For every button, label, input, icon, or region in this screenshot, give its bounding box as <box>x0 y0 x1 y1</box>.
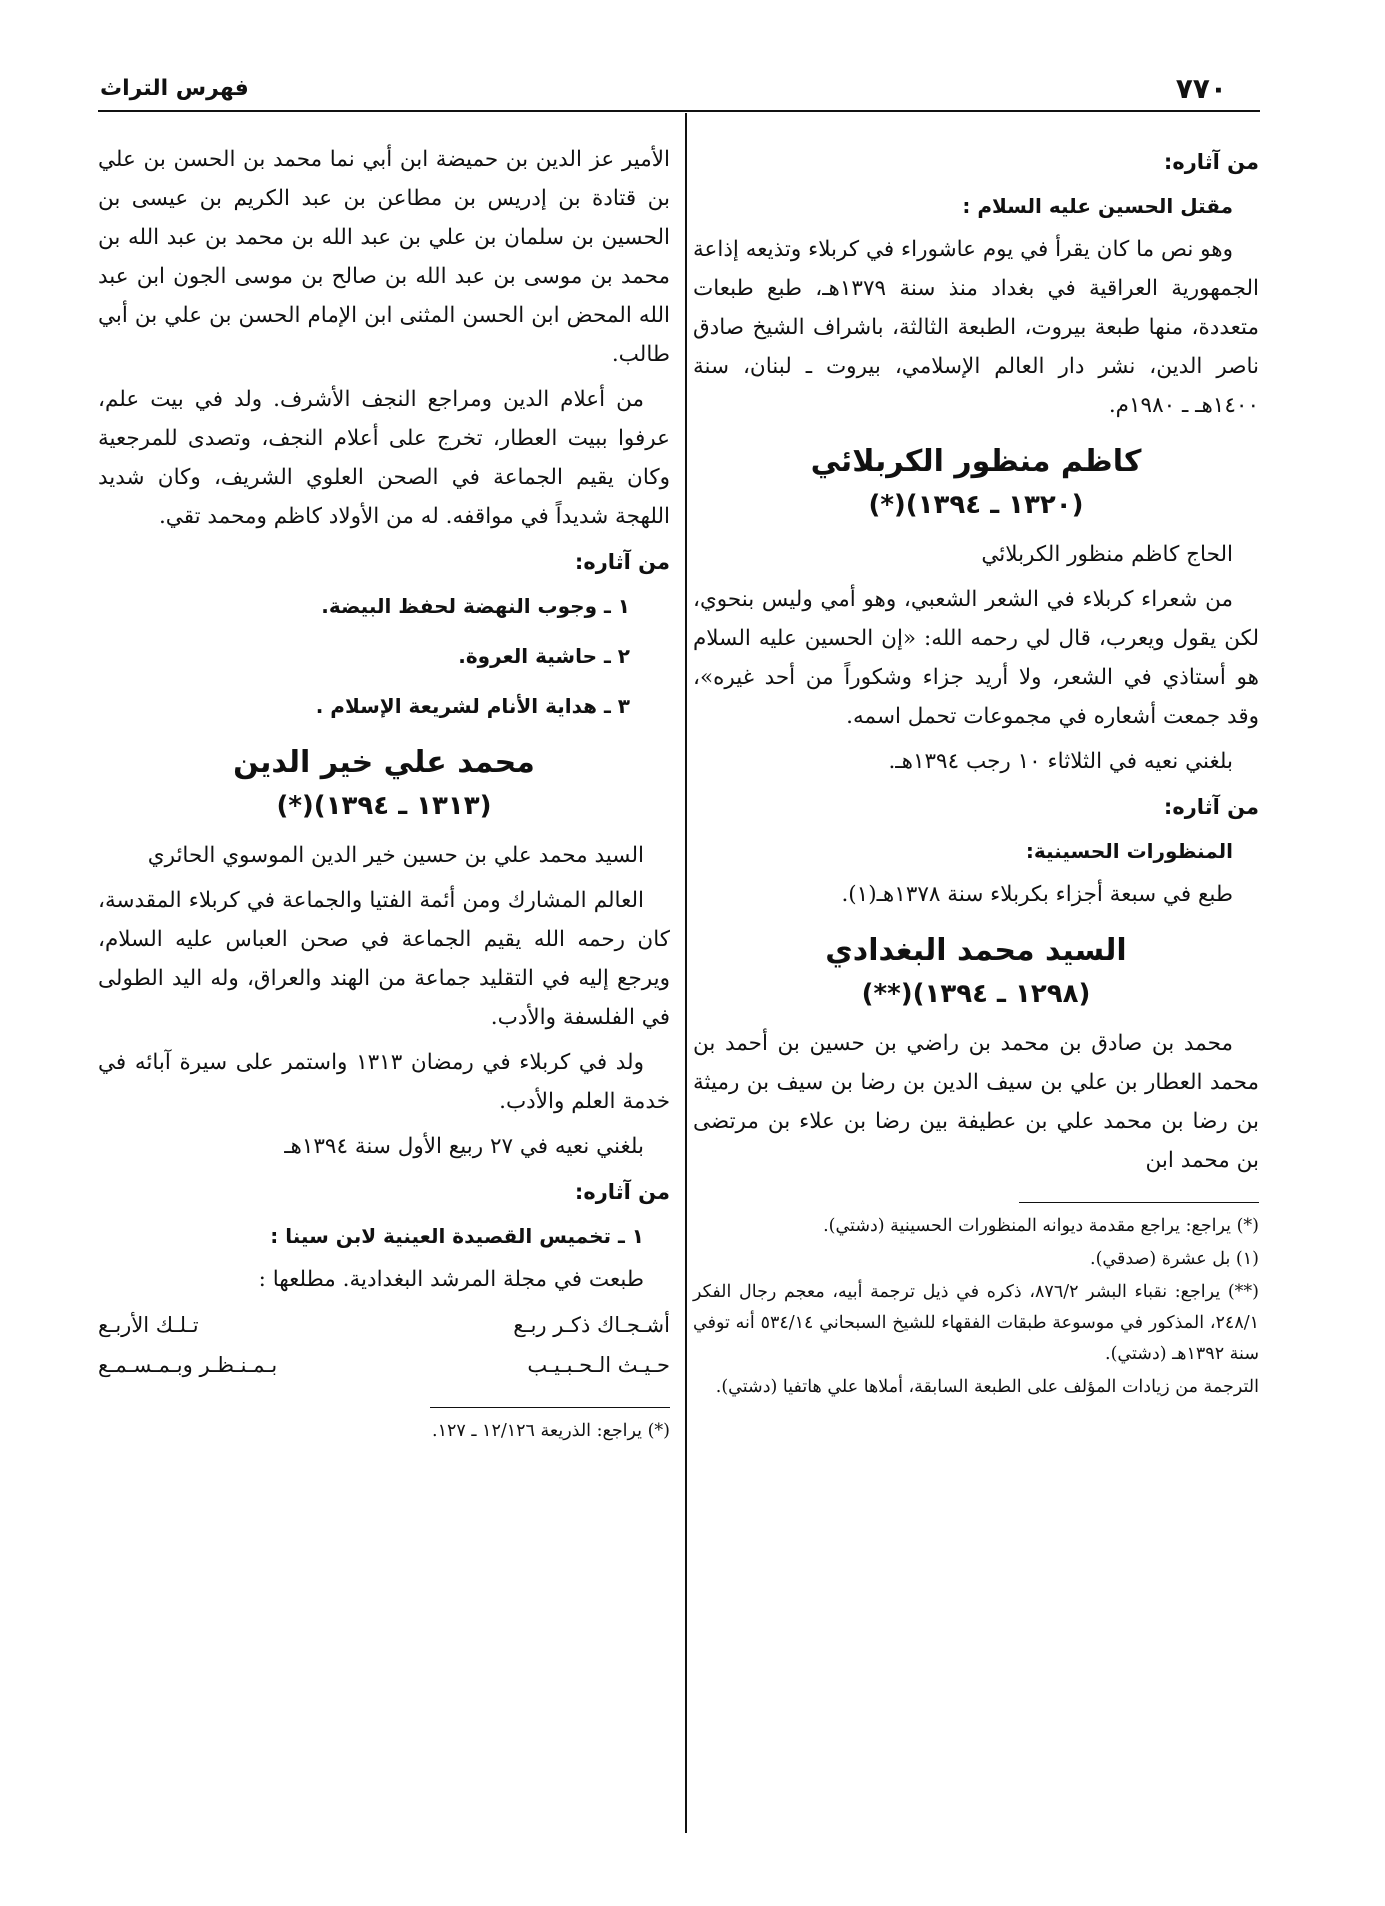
verse-hemistich: تـلـك الأربـع <box>98 1313 199 1337</box>
left-column <box>98 140 670 1449</box>
verse-line <box>98 1305 670 1345</box>
paragraph: العالم المشارك ومن أئمة الفتيا والجماعة في كربلاء المقدسة، كان رحمه الله يقيم الجماعة في صحن العباس عليه السلام، ويرجع إليه في التقليد جماعة من الهند والعراق، وله اليد الطولى في الفلسفة والأدب. <box>98 888 670 1030</box>
entry-name: محمد علي خير الدين <box>233 745 535 780</box>
paragraph: ولد في كربلاء في رمضان ١٣١٣ واستمر على سيرة آبائه في خدمة العلم والأدب. <box>98 1050 670 1114</box>
works-label: من آثاره: <box>1163 795 1259 819</box>
footnote: (**) يراجع: نقباء البشر ٨٧٦/٢، ذكره في ذيل ترجمة أبيه، معجم رجال الفكر ٢٤٨/١، المذكور في موسوعة طبقات الفقهاء للشيخ السبحاني ٥٣٤/١٤ أنه توفي سنة ١٣٩٢هـ (دشتي). <box>693 1282 1260 1364</box>
paragraph: من شعراء كربلاء في الشعر الشعبي، وهو أمي وليس بنحوي، لكن يقول ويعرب، قال لي رحمه الله: «إن الحسين عليه السلام هو أستاذي في الشعر، ولا أريد جزاء وشكوراً من أحد غيره»، وقد جمعت أشعاره في مجموعات تحمل اسمه. <box>693 587 1259 729</box>
work-item: ٣ ـ هداية الأنام لشريعة الإسلام . <box>315 694 630 718</box>
paragraph: محمد بن صادق بن محمد بن راضي بن حسين بن أحمد بن محمد العطار بن علي بن سيف الدين بن رضا بن سيف بن رميثة بن رضا بن محمد علي بن عطيفة بين رضا بن علاء بن مرتضى بن محمد ابن <box>693 1031 1259 1173</box>
verse-line <box>98 1345 670 1385</box>
footnote: (*) يراجع: يراجع مقدمة ديوانه المنظورات الحسينية (دشتي). <box>823 1216 1259 1236</box>
footnote: (١) بل عشرة (صدقي). <box>1090 1249 1259 1269</box>
paragraph: الأمير عز الدين بن حميضة ابن أبي نما محمد بن الحسن بن علي بن قتادة بن إدريس بن مطاعن بن عبد الكريم بن عيسى بن الحسين بن سلمان بن علي بن عبد الله بن محمد بن عبد الله بن محمد بن موسى بن عبد الله بن صالح بن موسى الجون ابن عبد الله المحض ابن الحسن المثنى ابن الإمام الحسن بن علي بن أبي طالب. <box>98 147 670 367</box>
paragraph: بلغني نعيه في الثلاثاء ١٠ رجب ١٣٩٤هـ. <box>888 749 1233 774</box>
footnote-rule <box>430 1407 670 1408</box>
running-title: فهرس التراث <box>100 76 249 101</box>
paragraph: وهو نص ما كان يقرأ في يوم عاشوراء في كربلاء وتذيعه إذاعة الجمهورية العراقية في بغداد منذ سنة ١٣٧٩هـ، طبع طبعات متعددة، منها طبعة بيروت، الطبعة الثالثة، باشراف الشيخ صادق ناصر الدين، نشر دار العالم الإسلامي، بيروت ـ لبنان، سنة ١٤٠٠هـ ـ ١٩٨٠م. <box>693 237 1259 418</box>
paragraph: الحاج كاظم منظور الكربلائي <box>981 542 1233 567</box>
verse-hemistich: أشـجـاك ذكـر ربـع <box>513 1313 670 1337</box>
work-title: مقتل الحسين عليه السلام : <box>962 194 1233 218</box>
paragraph: طبع في سبعة أجزاء بكربلاء سنة ١٣٧٨هـ(١). <box>841 882 1233 907</box>
header-rule <box>98 110 1260 112</box>
right-column <box>693 140 1259 1405</box>
entry-dates: (١٣٢٠ ـ ١٣٩٤)(*) <box>868 490 1084 520</box>
page-number: ٧٧٠ <box>1175 72 1227 105</box>
work-title: المنظورات الحسينية: <box>1025 839 1233 863</box>
verse-hemistich: حـيـث الـحـبـيـب <box>527 1353 670 1377</box>
paragraph: من أعلام الدين ومراجع النجف الأشرف. ولد في بيت علم، عرفوا ببيت العطار، تخرج على أعلام النجف، وتصدى للمرجعية وكان يقيم الجماعة في الصحن العلوي الشريف، وكان شديد اللهجة شديداً في مواقفه. له من الأولاد كاظم ومحمد تقي. <box>98 387 670 529</box>
works-label: من آثاره: <box>574 550 670 574</box>
footnote: الترجمة من زيادات المؤلف على الطبعة السابقة، أملاها علي هاتفيا (دشتي). <box>715 1377 1259 1397</box>
footnote-rule <box>1019 1202 1259 1203</box>
work-item: ١ ـ وجوب النهضة لحفظ البيضة. <box>321 594 630 618</box>
paragraph: السيد محمد علي بن حسين خير الدين الموسوي الحائري <box>147 843 644 868</box>
footnote: (*) يراجع: الذريعة ١٢/١٢٦ ـ ١٢٧. <box>432 1421 670 1441</box>
work-item: ٢ ـ حاشية العروة. <box>458 644 630 668</box>
works-label: من آثاره: <box>574 1180 670 1204</box>
works-label: من آثاره: <box>1163 150 1259 174</box>
entry-name: السيد محمد البغدادي <box>825 933 1127 968</box>
entry-dates: (١٢٩٨ ـ ١٣٩٤)(**) <box>861 979 1091 1009</box>
entry-dates: (١٣١٣ ـ ١٣٩٤)(*) <box>276 791 492 821</box>
paragraph: طبعت في مجلة المرشد البغدادية. مطلعها : <box>258 1267 644 1292</box>
work-title: ١ ـ تخميس القصيدة العينية لابن سينا : <box>270 1224 644 1248</box>
entry-name: كاظم منظور الكربلائي <box>810 444 1142 479</box>
paragraph: بلغني نعيه في ٢٧ ربيع الأول سنة ١٣٩٤هـ <box>284 1134 644 1159</box>
verse-hemistich: بـمـنـظـر وبـمـسـمـع <box>98 1353 278 1377</box>
column-divider <box>685 113 687 1833</box>
